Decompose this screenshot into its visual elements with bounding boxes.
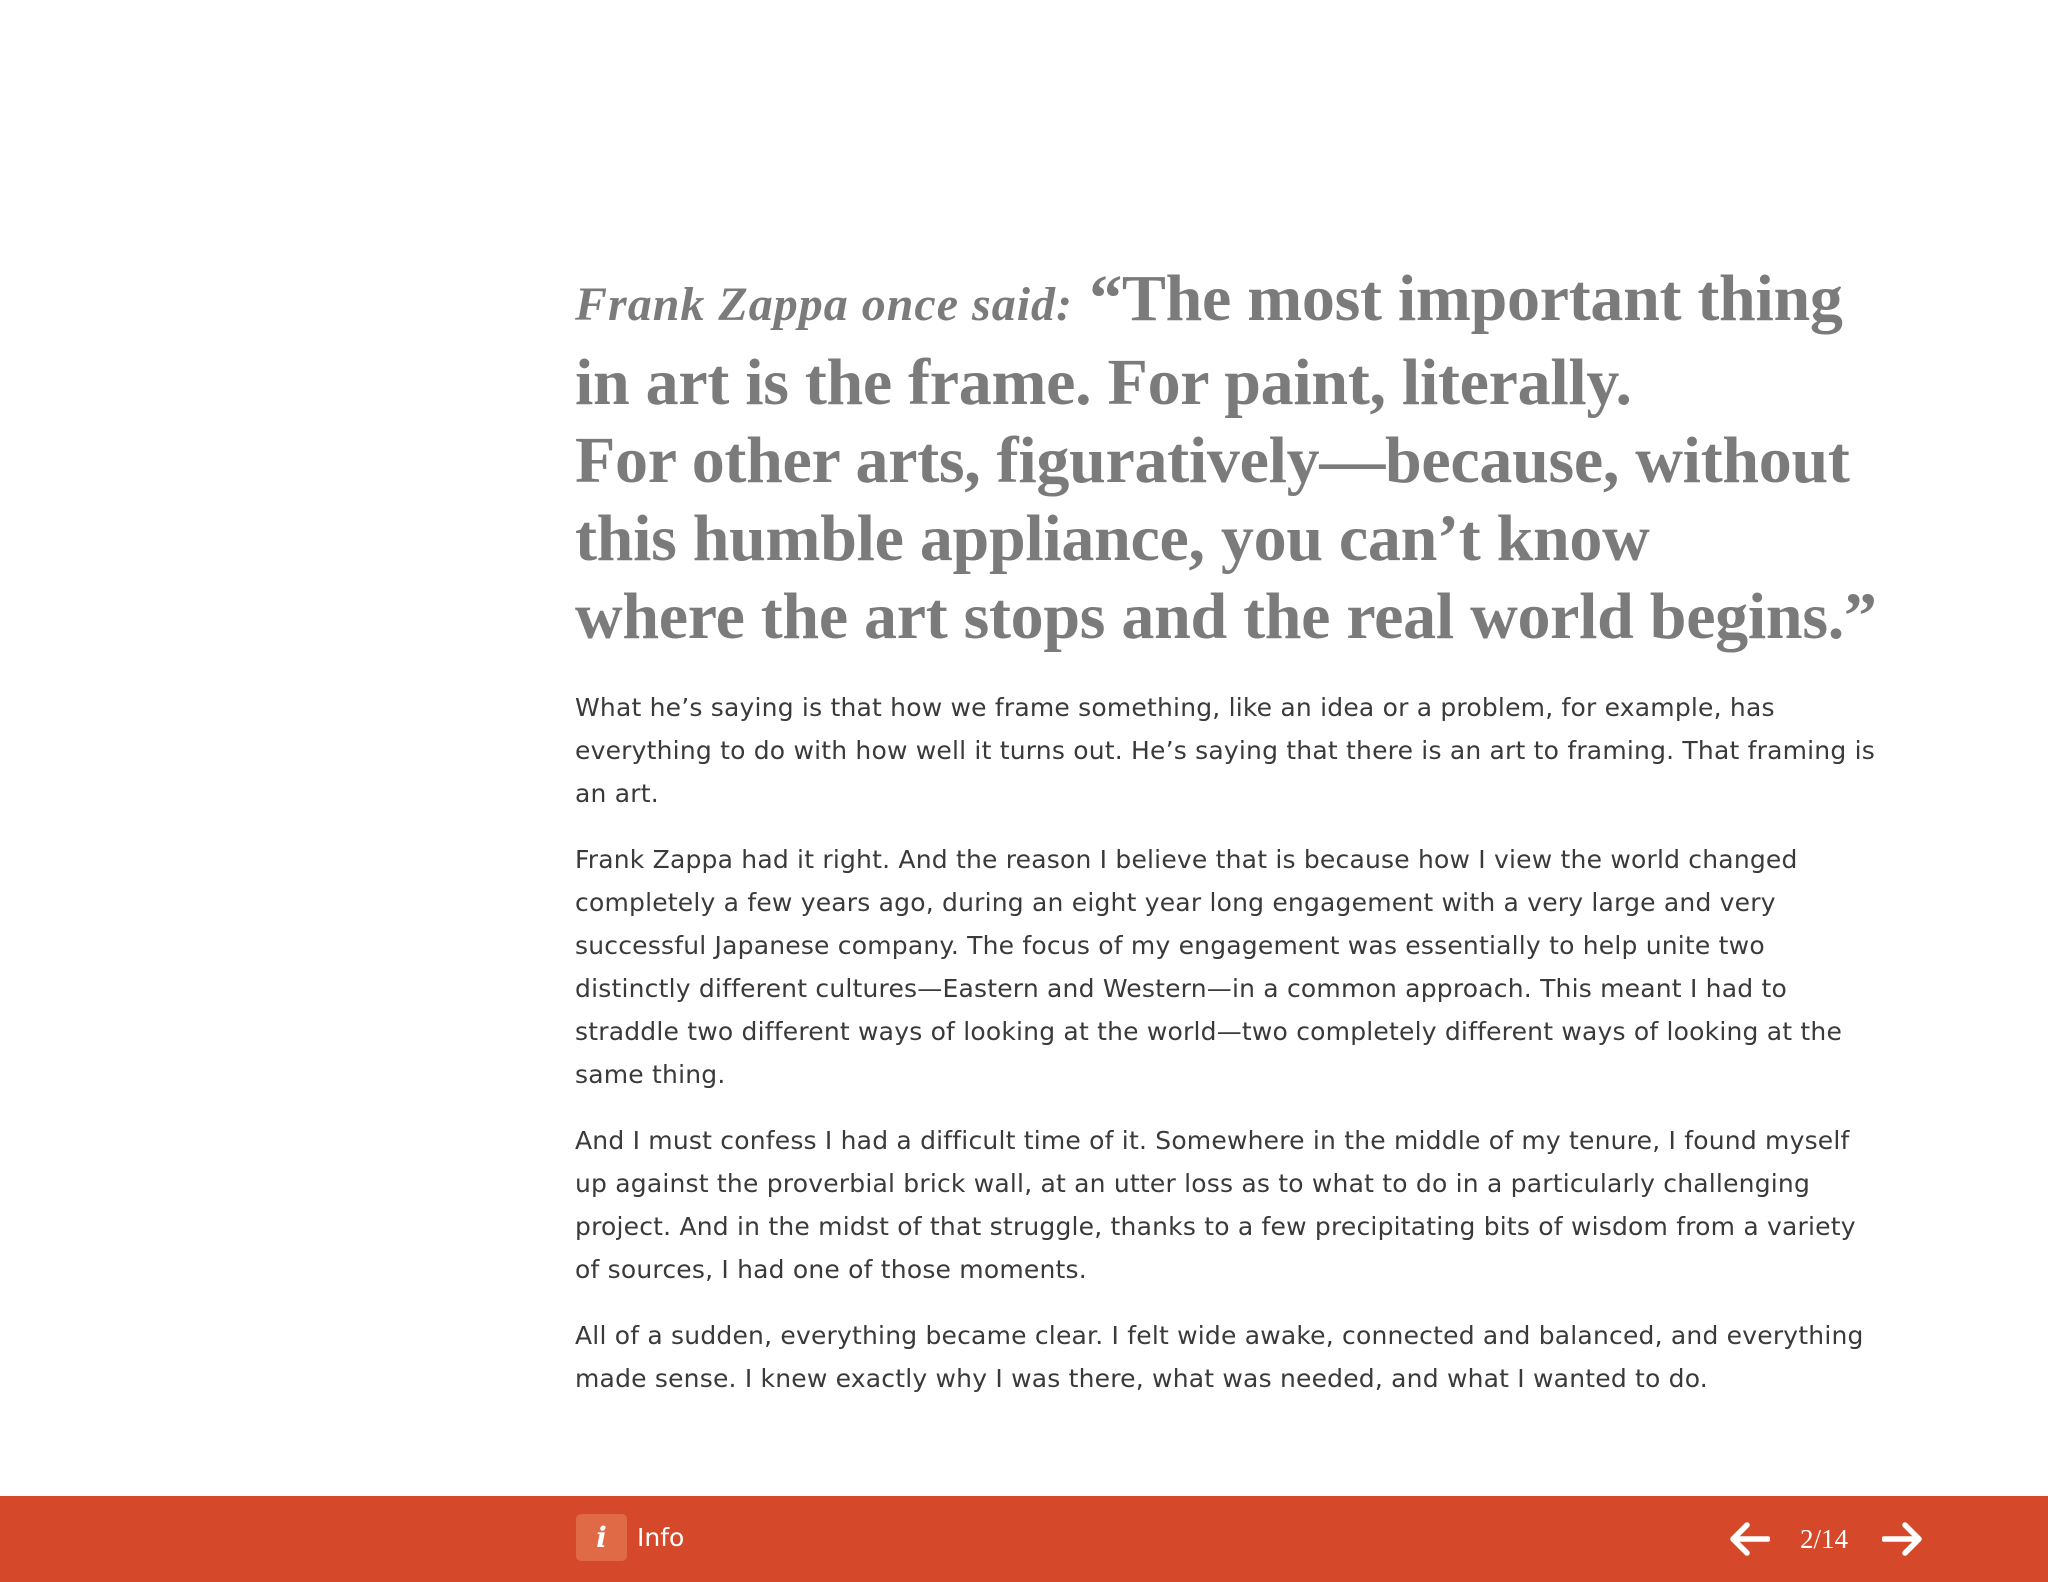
paragraph-4: All of a sudden, everything became clear. I felt wide awake, connected and balanced, and everything made sense. I knew exactly why I was there, what was needed, and what I wanted to do. [575, 1321, 1864, 1393]
article-content [575, 260, 1875, 1423]
paragraph-2: Frank Zappa had it right. And the reason I believe that is because how I view the world changed completely a few years ago, during an eight year long engagement with a very large and very successful Japanese company. The focus of my engagement was essentially to help unite two distinctly different cultures—Eastern and Western—in a common approach. This meant I had to straddle two different ways of looking at the world—two completely different ways of looking at the same thing. [575, 845, 1843, 1089]
next-page-button[interactable] [1882, 1496, 1924, 1582]
quote-line-4: this humble appliance, you can’t know [575, 502, 1650, 575]
page-indicator: 2/14 [1800, 1524, 1849, 1554]
info-icon: i [576, 1514, 627, 1561]
footer-toolbar [0, 1496, 2048, 1582]
paragraph-1: What he’s saying is that how we frame something, like an idea or a problem, for example, has everything to do with how well it turns out. He’s saying that there is an art to framing. That framing is an art. [575, 693, 1875, 808]
body-text [575, 686, 1875, 1400]
quote-text-1: “The most important thing [1089, 262, 1843, 335]
pull-quote [575, 260, 1875, 656]
quote-line-2: in art is the frame. For paint, literally. [575, 346, 1632, 419]
arrow-left-icon [1728, 1521, 1770, 1557]
info-label: Info [637, 1522, 685, 1552]
quote-lead: Frank Zappa once said: [575, 278, 1074, 331]
quote-line-5: where the art stops and the real world begins.” [575, 580, 1877, 653]
paragraph-3: And I must confess I had a difficult time of it. Somewhere in the middle of my tenure, I found myself up against the proverbial brick wall, at an utter loss as to what to do in a particularly challenging project. And in the midst of that struggle, thanks to a few precipitating bits of wisdom from a variety of sources, I had one of those moments. [575, 1126, 1856, 1284]
info-button[interactable] [576, 1513, 684, 1561]
quote-line-1 [575, 260, 1875, 344]
previous-page-button[interactable] [1728, 1496, 1770, 1582]
quote-line-3: For other arts, figuratively—because, without [575, 424, 1850, 497]
arrow-right-icon [1882, 1521, 1924, 1557]
